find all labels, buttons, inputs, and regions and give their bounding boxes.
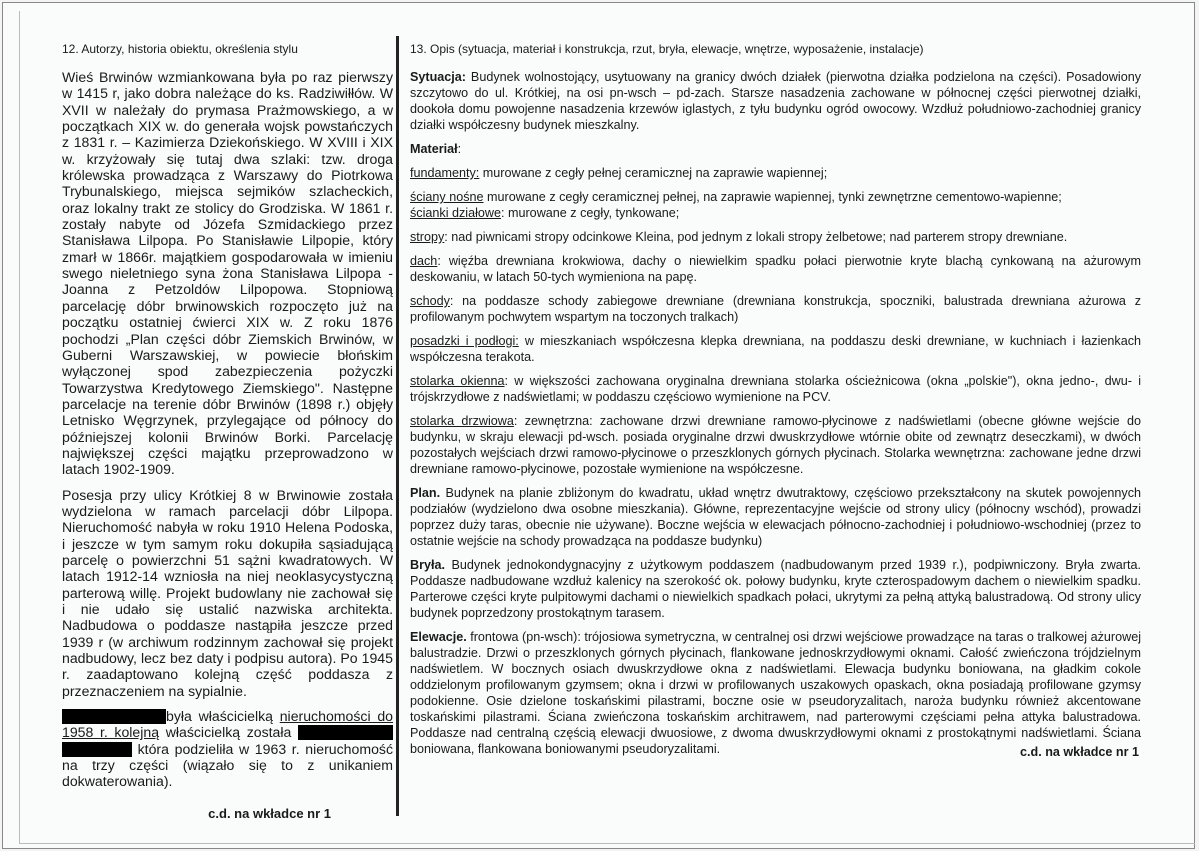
continuation-note: c.d. na wkładce nr 1 <box>208 805 331 821</box>
material-foundations: fundamenty: murowane z cegły pełnej ceramicznej na zaprawie wapiennej; <box>410 166 828 180</box>
continuation-note: c.d. na wkładce nr 1 <box>1020 745 1139 759</box>
plan-paragraph: Plan. Budynek na planie zbliżonym do kwadratu, układ wnętrz dwutraktowy, częściowo przekształcony na skutek powojennych podziałów (wydzielono dwa osobne mieszkania). Główne, reprezentacyjne wejście od strony ulicy (północny wschód), prowadzi poprzez duży taras, obecnie nie używane). Boczne wejścia w elewacjach północno-zachodniej i południowo-wschodniej (przez to ostatnie wejście na schody prowadząca na poddasze budynku) <box>410 486 1141 548</box>
material-windows: stolarka okienna: w większości zachowana oryginalna drewniana stolarka ościeżnicowa (okna „polskie"), okna jedno-, dwu- i trójskrzydłowe z nadświetlami; w poddaszu częściowo wymienione na PCV. <box>410 374 1141 404</box>
material-heading: Materiał: <box>410 142 462 156</box>
material-roof: dach: więźba drewniana krokwiowa, dachy o niewielkim spadku połaci pierwotnie kryte blachą cynkowaną na ażurowym deskowaniu, w latach 50-tych wymieniona na papę. <box>410 254 1141 284</box>
redacted-name <box>298 725 393 740</box>
description-column <box>410 42 1141 759</box>
material-stairs: schody: na poddasze schody zabiegowe drewniane (drewniana konstrukcja, spoczniki, balustrada drewniana ażurowa z profilowanym pochwytem wspartym na toczonych tralkach) <box>410 294 1141 324</box>
owners-paragraph: była właścicielką nieruchomości do 1958 r. kolejną właścicielką została która podzieliła w 1963 r. nieruchomość na trzy części (wiązało się to z unikaniem dokwaterowania). <box>62 708 393 790</box>
redacted-name <box>62 709 166 724</box>
redacted-name <box>62 742 132 757</box>
material-floors: posadzki i podłogi: w mieszkaniach współczesna klepka drewniana, na poddaszu deski drewniane, w kuchniach i łazienkach współczesna terakota. <box>410 334 1142 364</box>
history-column <box>62 42 393 821</box>
column-divider <box>396 36 399 816</box>
elevations-paragraph: Elewacje. frontowa (pn-wsch): trójosiowa symetryczna, w centralnej osi drzwi wejściowe prowadzące na taras o tralkowej ażurowej balustradzie. Drzwi o przeszklonych górnych płycinach, flankowane jednoskrzydłowymi oknami. Całość zwieńczona trójdzielnym nadświetlem. W bocznych osiach dwuskrzydłowe okna z nadświetlami. Elewacja budynku boniowana, na gładkim cokole oddzielonym profilowanym gzymsem; okna i drzwi w profilowanych uszakowych opaskach, okna posiadają profilowane gzymsy podokienne. Osie dzielone toskańskimi pilastrami, boczne osie w pseudoryzalitach, naroża budynku również akcentowane toskańskimi pilastrami. Ściana zwieńczona toskańskim architrawem, nad parterowymi częściami pełna attyka balustradowa. Poddasze nad centralną częścią elewacji dwuosiowe, z dwoma dwuskrzydłowymi oknami z prostokątnymi nadświetlami. Ściana boniowana, flankowana boniowanymi pseudoryzalitami. <box>410 630 1141 756</box>
material-doors: stolarka drzwiowa: zewnętrzna: zachowane drzwi drewniane ramowo-płycinowe z nadświetlami (obecne główne wejście do budynku, w skraju elewacji pd-wsch. posiada oryginalne drzwi dwuskrzydłowe wtórnie obite od zewnątrz deseczkami), w dwóch pozostałych wejściach drzwi ramowo-płycinowe o przeszklonych górnych płycinach. Stolarka wewnętrzna: zachowane jedne drzwi drewniane ramowo-płycinowe, pozostałe wymienione na współczesne. <box>410 414 1141 476</box>
section-13-heading: 13. Opis (sytuacja, materiał i konstrukcja, rzut, bryła, elewacje, wnętrze, wyposażenie, instalacje) <box>410 42 924 56</box>
property-paragraph: Posesja przy ulicy Krótkiej 8 w Brwinowie została wydzielona w ramach parcelacji dóbr Lilpopa. Nieruchomość nabyła w roku 1910 Helena Podoska, i jeszcze w tym samym roku dokupiła sąsiadującą parcelę o powierzchni 51 sążni kwadratowych. W latach 1912-14 wzniosła na niej neoklasycystyczną parterową willę. Projekt budowlany nie zachował się i nie udało się ustalić nazwiska architekta. Nadbudowa o poddasze nastąpiła jeszcze przed 1939 r (w archiwum rodzinnym zachował się projekt nadbudowy, lecz bez daty i podpisu autora). Po 1945 r. zaadaptowano kolejną część poddasza z przeznaczeniem na sypialnie. <box>62 486 393 699</box>
situation-paragraph: Sytuacja: Budynek wolnostojący, usytuowany na granicy dwóch działek (pierwotna działka podzielona na części). Posadowiony szczytowo do ul. Krótkiej, na osi pn-wsch – pd-zach. Starsze nasadzenia zachowane w północnej części pierwotnej działki, dookoła domu powojenne nasadzenia krzewów iglastych, z tyłu budynku ogród owocowy. Wzdłuż południowo-zachodniej granicy działki współczesny budynek mieszkalny. <box>410 70 1141 132</box>
material-walls: ściany nośne murowane z cegły ceramicznej pełnej, na zaprawie wapiennej, tynki zewnętrzne cementowo-wapienne; ścianki działowe: murowane z cegły, tynkowane; <box>410 190 1062 220</box>
massing-paragraph: Bryła. Budynek jednokondygnacyjny z użytkowym poddaszem (nadbudowanym przed 1939 r.), podpiwniczony. Bryła zwarta. Poddasze nadbudowane wzdłuż kalenicy na szerokość ok. połowy budynku, kryte czterospadowym dachem o niewielkim spadku. Parterowe części kryte pulpitowymi dachami o niewielkich spadkach połaci, ukrytymi za pełną attyką balustradową. Od strony ulicy budynek poprzedzony prostokątnym tarasem. <box>410 558 1141 620</box>
material-ceilings: stropy: nad piwnicami stropy odcinkowe Kleina, pod jednym z lokali stropy żelbetowe; nad parterem stropy drewniane. <box>410 230 1068 244</box>
history-paragraph: Wieś Brwinów wzmiankowana była po raz pierwszy w 1415 r, jako dobra należące do ks. Radziwiłłów. W XVII w należały do prymasa Prażmowskiego, a w początkach XIX w. do generała wojsk powstańczych z 1831 r. – Kazimierza Dziekońskiego. W XVIII i XIX w. krzyżowały się tutaj dwa szlaki: tzw. droga królewska prowadząca z Warszawy do Piotrkowa Trybunalskiego, miejsca sejmików szlacheckich, oraz lokalny trakt ze stolicy do Grodziska. W 1861 r. zostały nabyte od Józefa Szmidackiego przez Stanisława Lilpopa. Po Stanisławie Lilpopie, który zmarł w 1866r. majątkiem gospodarowała w imieniu swego nieletniego syna żona Stanisława Lilpopa - Joanna z Petzoldów Lilpopowa. Stopniową parcelację dóbr brwinowskich rozpoczęto już na początku ostatniej ćwierci XIX w. Z roku 1876 pochodzi „Plan części dóbr Ziemskich Brwinów, w Guberni Warszawskiej, w powiecie błońskim wyłączonej spod zabezpieczenia pożyczki Towarzystwa Kredytowego Ziemskiego". Następne parcelacje na terenie dóbr Brwinów (1898 r.) objęły Letnisko Węgrzynek, przylegające od północy do późniejszej kolonii Brwinów Borki. Parcelację największej części majątku przeprowadzono w latach 1902-1909. <box>62 69 393 478</box>
section-12-heading: 12. Autorzy, historia obiektu, określenia stylu <box>62 42 298 56</box>
